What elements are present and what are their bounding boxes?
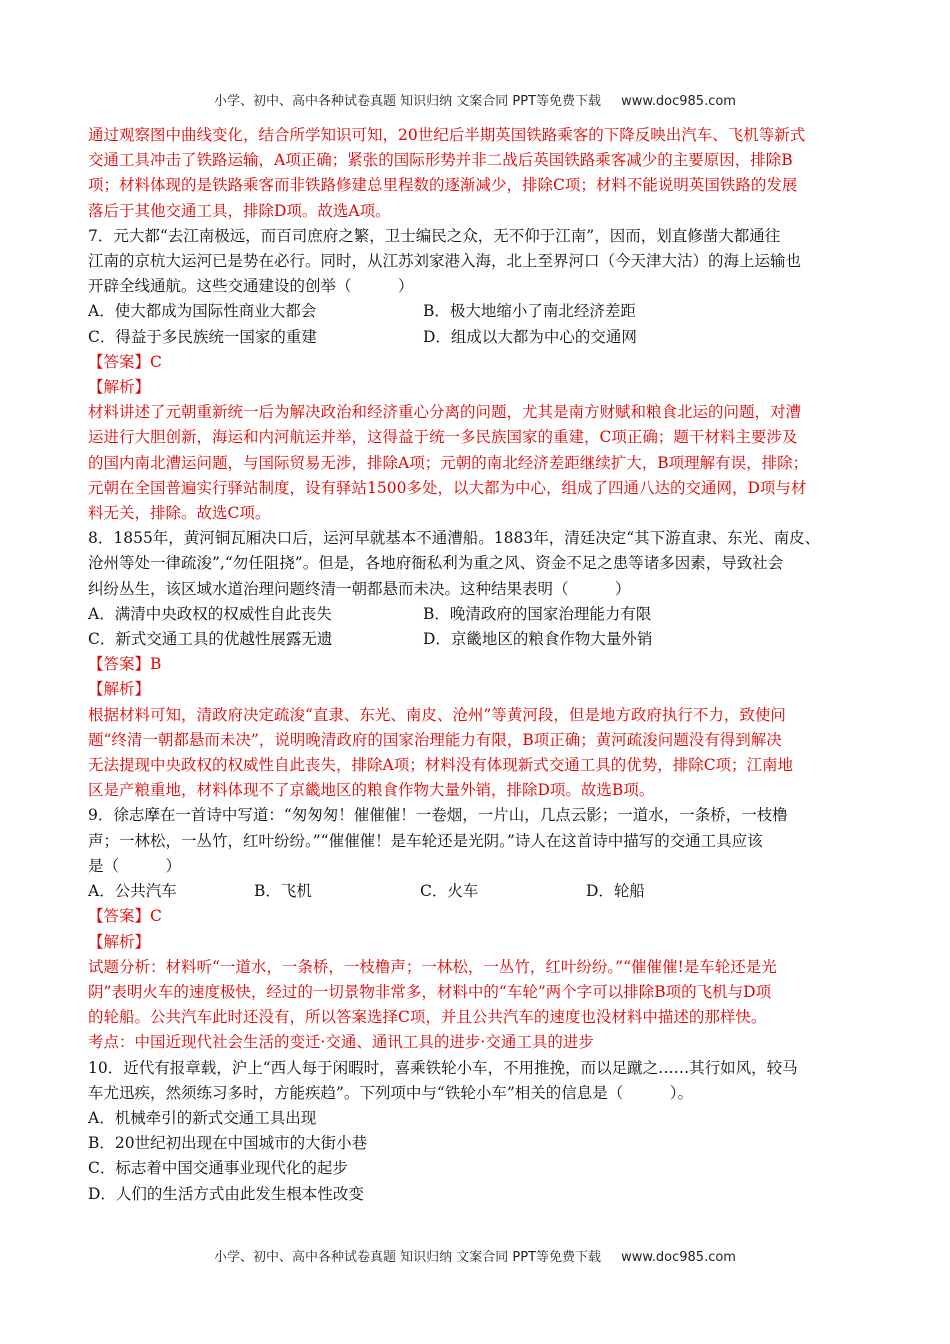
analysis-line: 料无关，排除。故选C项。 (88, 504, 271, 523)
footer-text: 小学、初中、高中各种试卷真题 知识归纳 文案合同 PPT等免费下载 (214, 1250, 602, 1265)
q10-option-d: D．人们的生活方式由此发生根本性改变 (88, 1184, 364, 1203)
q9-analysis-label: 【解析】 (88, 932, 151, 951)
analysis-line: 根据材料可知，清政府决定疏浚“直隶、东光、南皮、沧州”等黄河段，但是地方政府执行不力，致使问 (88, 705, 786, 724)
q9-options-row (88, 879, 868, 904)
q7-option-c: C．得益于多民族统一国家的重建 (88, 327, 317, 346)
q7-options-row (88, 299, 868, 324)
q7-analysis-label: 【解析】 (88, 378, 151, 397)
analysis-line: 区是产粮重地，材料体现不了京畿地区的粮食作物大量外销，排除D项。故选B项。 (88, 781, 655, 800)
analysis-line: 运进行大胆创新，海运和内河航运并举，这得益于统一多民族国家的重建，C项正确；题干材料主要涉及 (88, 428, 798, 447)
q9-stem: 声；一林松，一丛竹，红叶纷纷。”“催催催！是车轮还是光阴。”诗人在这首诗中描写的交通工具应该 (88, 831, 763, 850)
q8-stem: 纠纷丛生，该区域水道治理问题终清一朝都悬而未决。这种结果表明（ ） (88, 579, 631, 598)
header-text: 小学、初中、高中各种试卷真题 知识归纳 文案合同 PPT等免费下载 (214, 94, 602, 109)
page-footer (0, 1246, 950, 1265)
q8-option-d: D．京畿地区的粮食作物大量外销 (423, 630, 653, 649)
q8-analysis-label: 【解析】 (88, 680, 151, 699)
q7-answer: 【答案】C (88, 352, 162, 371)
page-header (0, 90, 950, 109)
q10-stem: 10．近代有报章载，沪上“西人每于闲暇时，喜乘铁轮小车，不用推挽，而以足蹴之……其行如风，较马 (88, 1058, 798, 1077)
q7-option-a: A．使大都成为国际性商业大都会 (88, 302, 317, 321)
q9-stem: 9．徐志摩在一首诗中写道：“匆匆匆！催催催！一卷烟，一片山，几点云影；一道水，一条桥，一枝橹 (88, 806, 788, 825)
analysis-line: 试题分析：材料听“一道水，一条桥，一枝橹声；一林松，一丛竹，红叶纷纷。”“催催催!是车轮还是光 (88, 957, 777, 976)
q8-stem: 8．1855年，黄河铜瓦厢决口后，运河早就基本不通漕船。1883年，清廷决定“其下游直隶、东光、南皮、 (88, 529, 821, 548)
q9-option-c: C．火车 (420, 882, 479, 901)
footer-site-link[interactable]: www.doc985.com (621, 1250, 736, 1265)
analysis-line: 落后于其他交通工具，排除D项。故选A项。 (88, 201, 391, 220)
q9-option-d: D．轮船 (586, 882, 645, 901)
q8-option-c: C．新式交通工具的优越性展露无遗 (88, 630, 333, 649)
q9-stem: 是（ ） (88, 856, 182, 875)
document-body (88, 123, 868, 1207)
q9-option-b: B．飞机 (254, 882, 312, 901)
q8-option-b: B．晚清政府的国家治理能力有限 (423, 604, 652, 623)
q7-option-b: B．极大地缩小了南北经济差距 (423, 302, 636, 321)
analysis-line: 题“终清一朝都悬而未决”，说明晚清政府的国家治理能力有限，B项正确；黄河疏浚问题没有得到解决 (88, 730, 782, 749)
analysis-line: 无法提现中央政权的权威性自此丧失，排除A项；材料没有体现新式交通工具的优势，排除C项；江南地 (88, 756, 794, 775)
analysis-line: 材料讲述了元朝重新统一后为解决政治和经济重心分离的问题，尤其是南方财赋和粮食北运的问题，对漕 (88, 403, 802, 422)
analysis-line: 项；材料体现的是铁路乘客而非铁路修建总里程数的逐渐减少，排除C项；材料不能说明英国铁路的发展 (88, 176, 798, 195)
q7-stem: 开辟全线通航。这些交通建设的创举（ ） (88, 277, 414, 296)
q10-option-c: C．标志着中国交通事业现代化的起步 (88, 1159, 348, 1178)
analysis-line: 的国内南北漕运问题，与国际贸易无涉，排除A项；元朝的南北经济差距继续扩大，B项理解有误，排除； (88, 453, 809, 472)
q7-option-d: D．组成以大都为中心的交通网 (423, 327, 637, 346)
knowledge-point: 考点：中国近现代社会生活的变迁·交通、通讯工具的进步·交通工具的进步 (88, 1033, 594, 1052)
analysis-line: 交通工具冲击了铁路运输，A项正确；紧张的国际形势并非二战后英国铁路乘客减少的主要原因，排除B (88, 151, 793, 170)
analysis-line: 元朝在全国普遍实行驿站制度，设有驿站1500多处，以大都为中心，组成了四通八达的交通网，D项与材 (88, 478, 807, 497)
q8-answer: 【答案】B (88, 655, 162, 674)
q10-option-a: A．机械牵引的新式交通工具出现 (88, 1108, 317, 1127)
q8-stem: 沧州等处一律疏浚”,“勿任阻挠”。但是，各地府衙私利为重之风、资金不足之患等诸多因素，导致社会 (88, 554, 784, 573)
analysis-line: 通过观察图中曲线变化，结合所学知识可知，20世纪后半期英国铁路乘客的下降反映出汽车、飞机等新式 (88, 126, 806, 144)
q8-options-row (88, 602, 868, 627)
q8-option-a: A．满清中央政权的权威性自此丧失 (88, 604, 332, 623)
q9-answer: 【答案】C (88, 907, 162, 926)
analysis-line: 的轮船。公共汽车此时还没有，所以答案选择C项，并且公共汽车的速度也没材料中描述的那样快。 (88, 1008, 767, 1027)
q7-stem: 江南的京杭大运河已是势在必行。同时，从江苏刘家港入海，北上至界河口（今天津大沽）的海上运输也 (88, 252, 802, 271)
q7-stem: 7．元大都“去江南极远，而百司庶府之繁，卫士编民之众，无不仰于江南”，因而，划直修凿大都通往 (88, 226, 781, 245)
q8-options-row (88, 627, 868, 652)
header-site-link[interactable]: www.doc985.com (621, 94, 736, 109)
analysis-line: 阴”表明火车的速度极快，经过的一切景物非常多，材料中的“车轮”两个字可以排除B项的飞机与D项 (88, 982, 772, 1001)
q10-stem: 车尤迅疾，然须练习多时，方能疾趋”。下列项中与“铁轮小车”相关的信息是（ ）。 (88, 1083, 694, 1102)
q9-option-a: A．公共汽车 (88, 882, 177, 901)
q7-options-row (88, 325, 868, 350)
q10-option-b: B．20世纪初出现在中国城市的大街小巷 (88, 1134, 368, 1153)
